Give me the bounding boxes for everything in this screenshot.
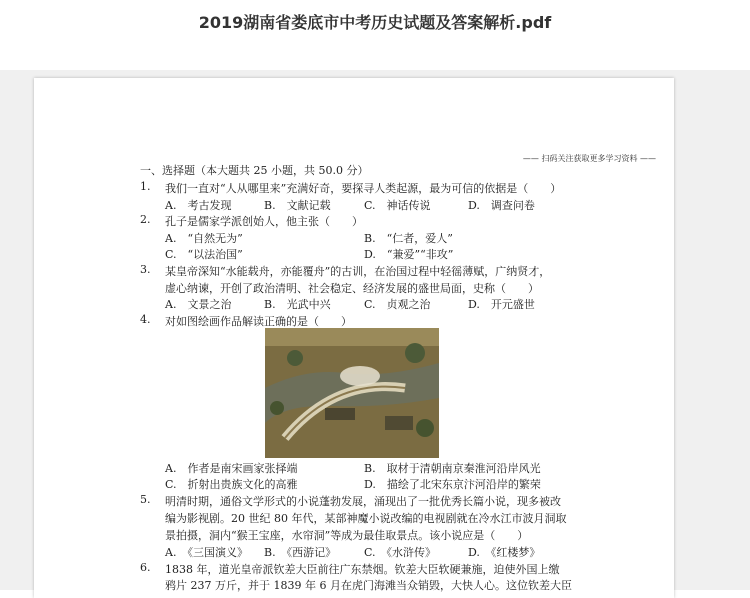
option-c: C. 神话传说 bbox=[364, 199, 431, 212]
qingming-painting-illustration bbox=[265, 328, 439, 458]
question-stem-line: 虚心纳谏，开创了政治清明、社会稳定、经济发展的盛世局面，史称（ ） bbox=[165, 282, 539, 295]
option-b: B. 文献记载 bbox=[264, 199, 331, 212]
title-bar bbox=[0, 0, 750, 70]
option-d: D. 开元盛世 bbox=[468, 298, 535, 311]
option-a: A. 考古发现 bbox=[165, 199, 232, 212]
question-stem-line: 1838 年，道光皇帝派钦差大臣前往广东禁烟。钦差大臣软硬兼施，迫使外国上缴 bbox=[165, 563, 560, 576]
question-stem: 对如图绘画作品解读正确的是（ ） bbox=[165, 315, 352, 328]
question-stem-line: 明清时期，通俗文学形式的小说蓬勃发展，涌现出了一批优秀长篇小说，现多被改 bbox=[165, 495, 561, 508]
question-number: 6. bbox=[140, 561, 151, 574]
option-d: D. “兼爱”“非攻” bbox=[364, 248, 454, 261]
option-c: C. “以法治国” bbox=[165, 248, 243, 261]
option-c: C. 《水浒传》 bbox=[364, 546, 437, 559]
option-b: B. 光武中兴 bbox=[264, 298, 331, 311]
option-a: A. 《三国演义》 bbox=[165, 546, 248, 559]
question-stem: 孔子是儒家学派创始人，他主张（ ） bbox=[165, 215, 363, 228]
option-d: D. 《红楼梦》 bbox=[468, 546, 541, 559]
option-b: B. 取材于清朝南京秦淮河沿岸风光 bbox=[364, 462, 541, 475]
option-b: B. 《西游记》 bbox=[264, 546, 337, 559]
question-number: 4. bbox=[140, 313, 151, 326]
section-heading: 一、选择题（本大题共 25 小题，共 50.0 分） bbox=[140, 164, 369, 177]
option-c: C. 折射出贵族文化的高雅 bbox=[165, 478, 298, 491]
question-stem-line: 景拍摄，洞内“猴王宝座，水帘洞”等成为最佳取景点。该小说应是（ ） bbox=[165, 529, 529, 542]
option-a: A. 作者是南宋画家张择端 bbox=[165, 462, 298, 475]
option-d: D. 调查问卷 bbox=[468, 199, 535, 212]
pdf-viewer[interactable] bbox=[0, 70, 750, 590]
document-title: 2019湖南省娄底市中考历史试题及答案解析.pdf bbox=[198, 13, 552, 32]
option-a: A. 文景之治 bbox=[165, 298, 232, 311]
question-stem-line: 某皇帝深知“水能载舟，亦能覆舟”的古训，在治国过程中轻徭薄赋，广纳贤才， bbox=[165, 265, 551, 278]
option-c: C. 贞观之治 bbox=[364, 298, 431, 311]
question-stem-line: 编为影视剧。20 世纪 80 年代，某部神魔小说改编的电视剧就在冷水江市波月洞取 bbox=[165, 512, 567, 525]
question-number: 1. bbox=[140, 180, 151, 193]
question-stem: 我们一直对“人从哪里来”充满好奇，要探寻人类起源，最为可信的依据是（ ） bbox=[165, 182, 562, 195]
qr-note: —— 扫码关注获取更多学习资料 —— bbox=[522, 154, 656, 163]
option-d: D. 描绘了北宋东京汴河沿岸的繁荣 bbox=[364, 478, 541, 491]
painting-image bbox=[265, 328, 439, 458]
pdf-page bbox=[34, 78, 674, 598]
option-a: A. “自然无为” bbox=[165, 232, 243, 245]
question-number: 3. bbox=[140, 263, 151, 276]
question-number: 5. bbox=[140, 493, 151, 506]
option-b: B. “仁者，爱人” bbox=[364, 232, 453, 245]
question-stem-line: 鸦片 237 万斤，并于 1839 年 6 月在虎门海滩当众销毁，大快人心。这位钦差大臣 bbox=[165, 579, 572, 592]
question-number: 2. bbox=[140, 213, 151, 226]
